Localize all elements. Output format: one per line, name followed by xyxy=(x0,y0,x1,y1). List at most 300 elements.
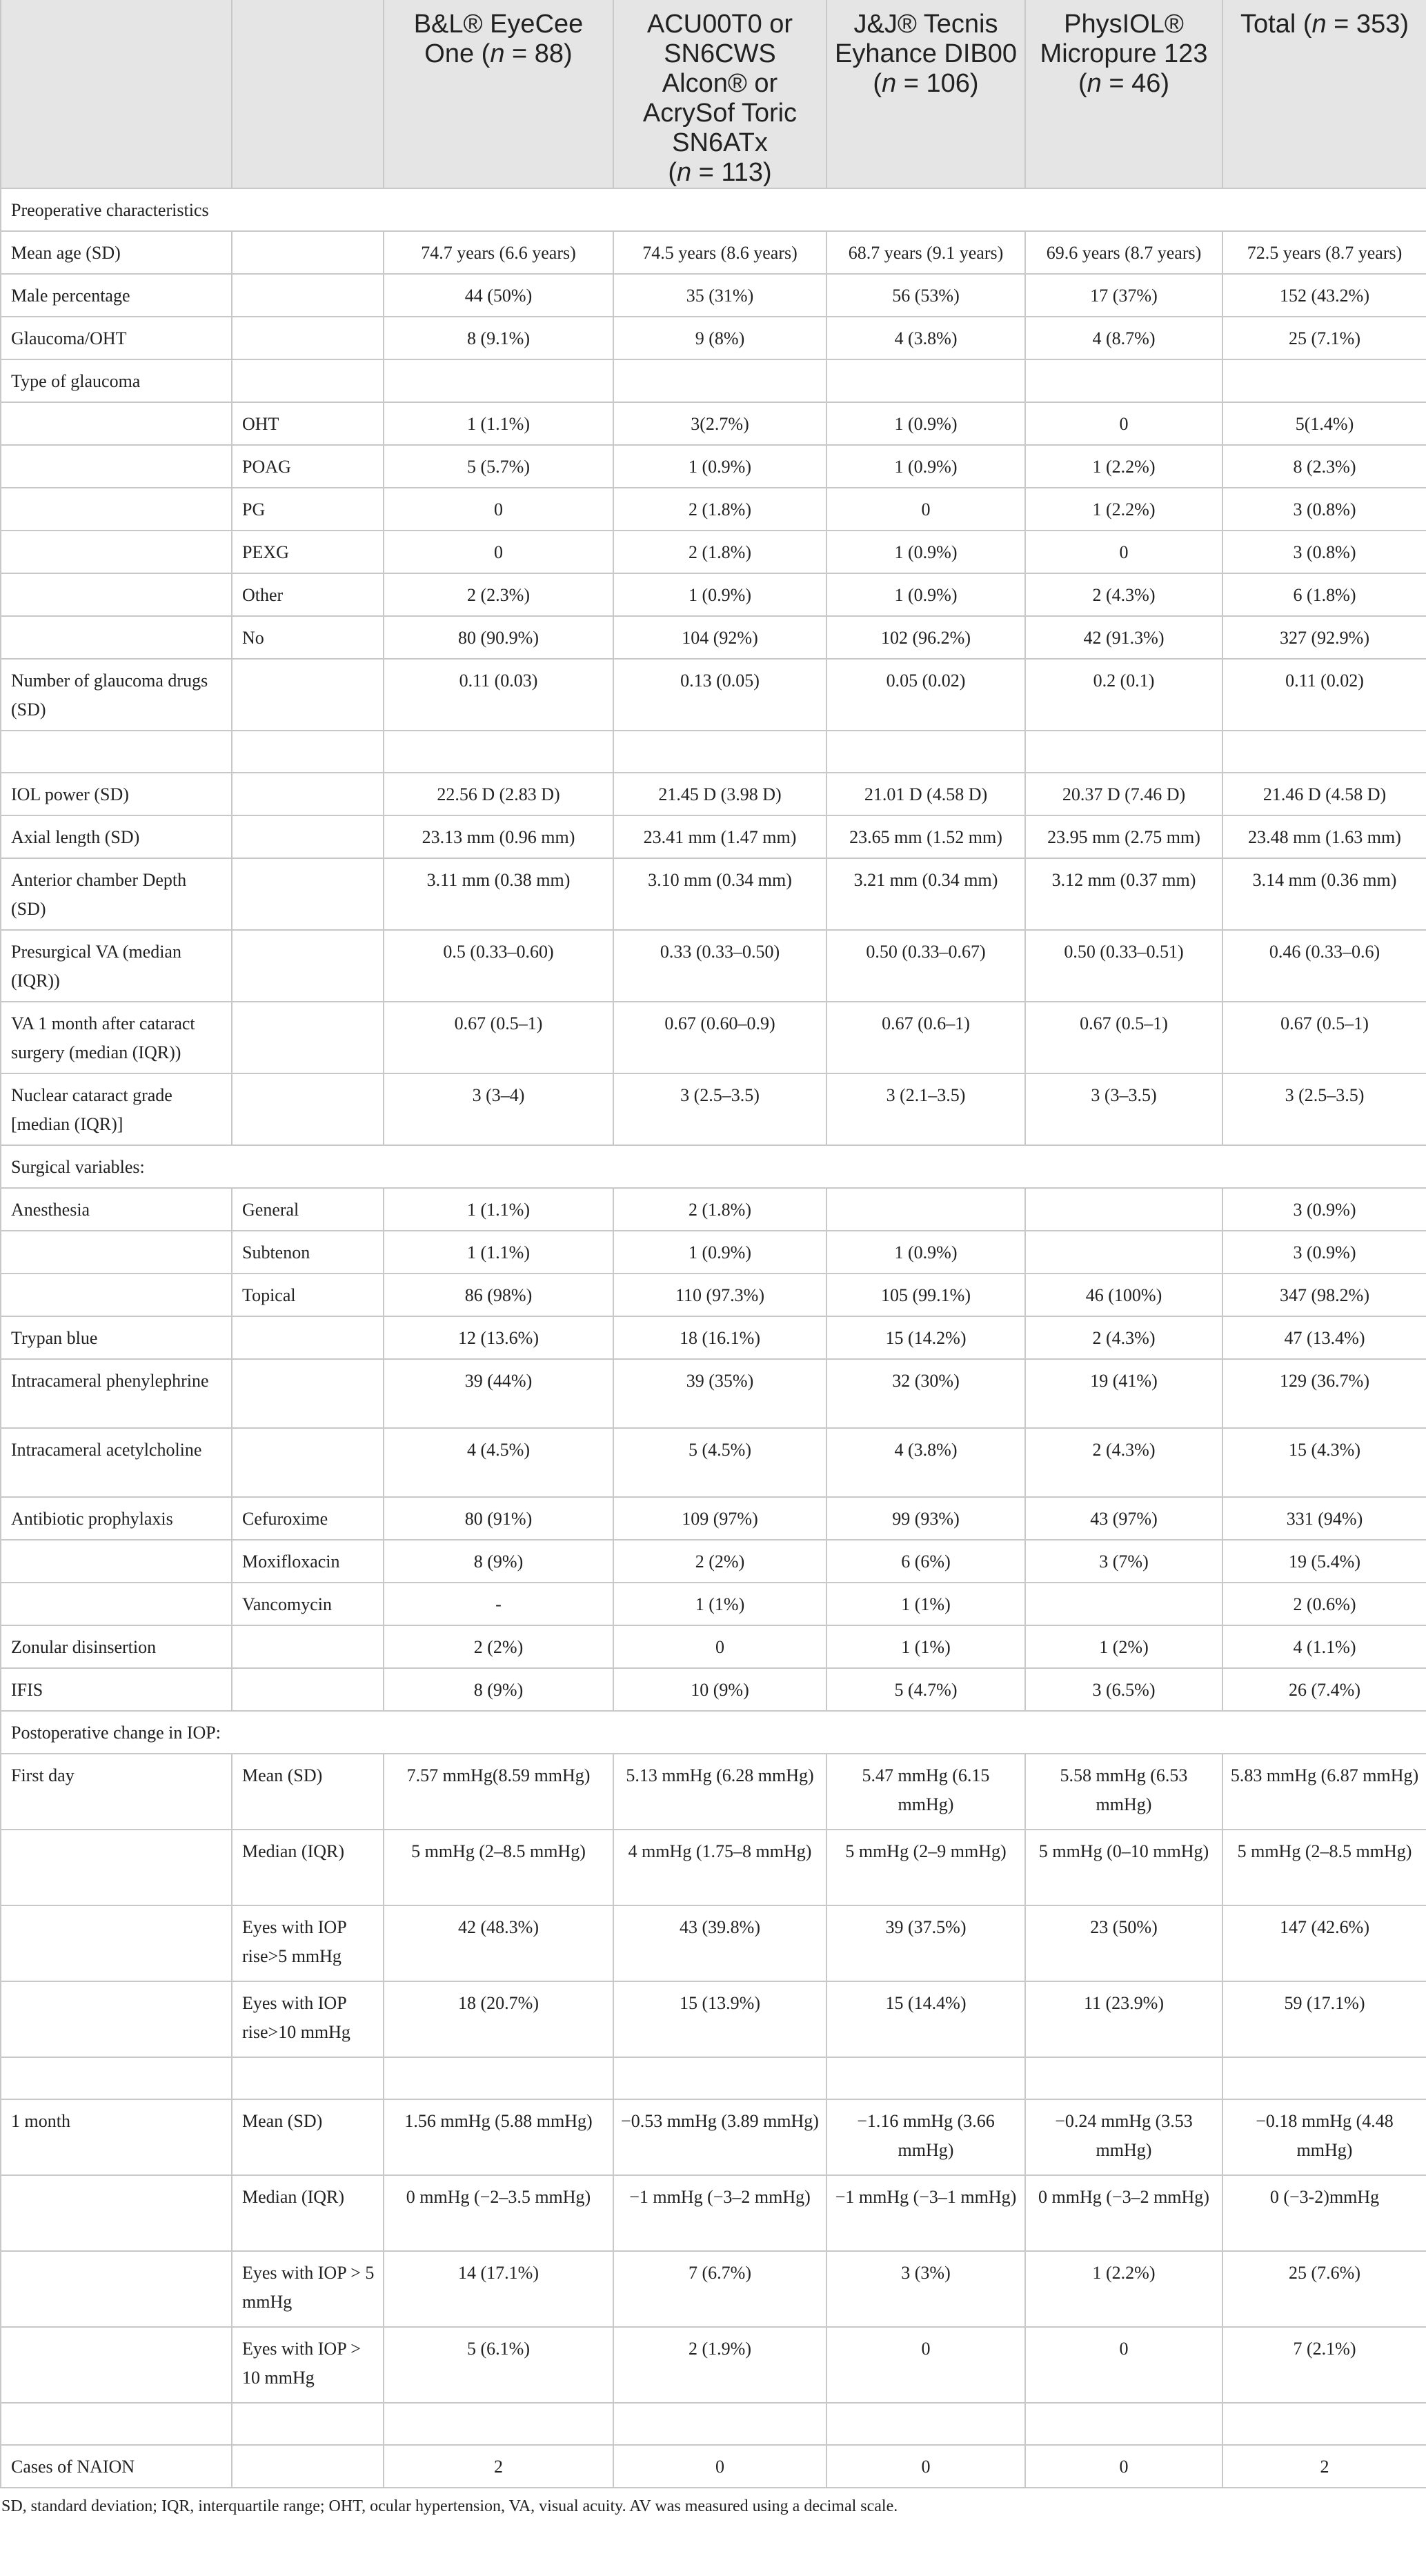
row-label xyxy=(1,616,232,659)
table-cell: 2 (4.3%) xyxy=(1025,1316,1222,1359)
table-cell: 5 mmHg (2–8.5 mmHg) xyxy=(1222,1830,1426,1905)
table-cell: 44 (50%) xyxy=(384,274,613,317)
table-cell: 56 (53%) xyxy=(826,274,1025,317)
table-row xyxy=(1,317,1426,359)
table-cell: 2 (2.3%) xyxy=(384,573,613,616)
table-cell: 110 (97.3%) xyxy=(613,1274,826,1316)
table-cell: 3 (2.1–3.5) xyxy=(826,1073,1025,1145)
row-label: Axial length (SD) xyxy=(1,815,232,858)
table-cell: 0.11 (0.02) xyxy=(1222,659,1426,731)
table-cell: 23.48 mm (1.63 mm) xyxy=(1222,815,1426,858)
row-sublabel: POAG xyxy=(232,445,384,488)
table-cell: 3 (0.9%) xyxy=(1222,1231,1426,1274)
table-cell: 42 (48.3%) xyxy=(384,1905,613,1981)
table-cell xyxy=(384,2403,613,2445)
table-cell: 5 (5.7%) xyxy=(384,445,613,488)
table-cell: 43 (39.8%) xyxy=(613,1905,826,1981)
header-corner-sub xyxy=(232,0,384,188)
table-cell: 43 (97%) xyxy=(1025,1497,1222,1540)
table-row xyxy=(1,231,1426,274)
row-sublabel xyxy=(232,317,384,359)
table-cell: 3 (7%) xyxy=(1025,1540,1222,1583)
table-cell: 0.67 (0.5–1) xyxy=(1222,1002,1426,1073)
table-row xyxy=(1,930,1426,1002)
table-cell: 1 (1.1%) xyxy=(384,402,613,445)
table-cell: 15 (4.3%) xyxy=(1222,1428,1426,1497)
table-cell: 0.67 (0.5–1) xyxy=(384,1002,613,1073)
table-cell: 14 (17.1%) xyxy=(384,2251,613,2327)
table-cell: 9 (8%) xyxy=(613,317,826,359)
table-row xyxy=(1,1274,1426,1316)
header-total: Total (n = 353) xyxy=(1222,0,1426,188)
table-row xyxy=(1,188,1426,231)
table-row xyxy=(1,1188,1426,1231)
table-cell: 25 (7.6%) xyxy=(1222,2251,1426,2327)
table-cell xyxy=(613,731,826,773)
row-label: Intracameral phenylephrine xyxy=(1,1359,232,1428)
table-cell xyxy=(1222,359,1426,402)
table-cell: 7 (6.7%) xyxy=(613,2251,826,2327)
row-sublabel: PEXG xyxy=(232,531,384,573)
row-label: Intracameral acetylcholine xyxy=(1,1428,232,1497)
table-cell: 327 (92.9%) xyxy=(1222,616,1426,659)
table-cell xyxy=(1222,731,1426,773)
table-cell xyxy=(613,2403,826,2445)
table-cell: 18 (20.7%) xyxy=(384,1981,613,2057)
table-cell: 3 (0.8%) xyxy=(1222,488,1426,531)
table-row xyxy=(1,616,1426,659)
table-cell: 1 (2.2%) xyxy=(1025,445,1222,488)
row-label xyxy=(1,1274,232,1316)
table-row xyxy=(1,1830,1426,1905)
table-cell: 0 xyxy=(613,2445,826,2488)
table-cell: 1 (1.1%) xyxy=(384,1188,613,1231)
table-cell xyxy=(384,359,613,402)
table-cell: 59 (17.1%) xyxy=(1222,1981,1426,2057)
table-cell: −1 mmHg (−3–1 mmHg) xyxy=(826,2175,1025,2251)
table-cell: 12 (13.6%) xyxy=(384,1316,613,1359)
table-cell: 4 (3.8%) xyxy=(826,1428,1025,1497)
table-cell xyxy=(826,2057,1025,2099)
header-jj-tecnis: J&J® Tecnis Eyhance DIB00 (n = 106) xyxy=(826,0,1025,188)
row-sublabel xyxy=(232,731,384,773)
table-cell: 0 xyxy=(1025,531,1222,573)
table-cell: 1 (0.9%) xyxy=(826,445,1025,488)
table-row xyxy=(1,1711,1426,1754)
row-sublabel: Subtenon xyxy=(232,1231,384,1274)
table-cell: 1 (1%) xyxy=(826,1625,1025,1668)
table-cell: 102 (96.2%) xyxy=(826,616,1025,659)
row-sublabel xyxy=(232,359,384,402)
table-cell: 86 (98%) xyxy=(384,1274,613,1316)
table-cell xyxy=(1025,1188,1222,1231)
table-row xyxy=(1,2175,1426,2251)
table-row xyxy=(1,1905,1426,1981)
table-cell: 1 (0.9%) xyxy=(826,531,1025,573)
table-cell: 0.67 (0.6–1) xyxy=(826,1002,1025,1073)
table-cell xyxy=(1222,2057,1426,2099)
table-cell: 0.5 (0.33–0.60) xyxy=(384,930,613,1002)
row-label: Anterior chamber Depth (SD) xyxy=(1,858,232,930)
row-sublabel: Median (IQR) xyxy=(232,2175,384,2251)
row-label xyxy=(1,1231,232,1274)
table-cell: 69.6 years (8.7 years) xyxy=(1025,231,1222,274)
table-body xyxy=(1,188,1426,2488)
row-label xyxy=(1,445,232,488)
table-cell: −1 mmHg (−3–2 mmHg) xyxy=(613,2175,826,2251)
table-row xyxy=(1,1002,1426,1073)
table-cell: 331 (94%) xyxy=(1222,1497,1426,1540)
table-cell: 7.57 mmHg(8.59 mmHg) xyxy=(384,1754,613,1830)
table-cell: 23.95 mm (2.75 mm) xyxy=(1025,815,1222,858)
table-cell: 5 (4.7%) xyxy=(826,1668,1025,1711)
row-label: Presurgical VA (median (IQR)) xyxy=(1,930,232,1002)
row-label xyxy=(1,2175,232,2251)
table-cell: 1 (0.9%) xyxy=(613,573,826,616)
table-row xyxy=(1,2099,1426,2175)
table-row xyxy=(1,1981,1426,2057)
table-cell: 23.41 mm (1.47 mm) xyxy=(613,815,826,858)
table-cell: 0 xyxy=(826,488,1025,531)
table-cell: 0.50 (0.33–0.67) xyxy=(826,930,1025,1002)
row-sublabel xyxy=(232,274,384,317)
table-cell: 8 (9%) xyxy=(384,1668,613,1711)
row-label: IOL power (SD) xyxy=(1,773,232,815)
table-row xyxy=(1,1583,1426,1625)
header-corner xyxy=(1,0,232,188)
row-sublabel: Median (IQR) xyxy=(232,1830,384,1905)
row-label xyxy=(1,531,232,573)
header-row xyxy=(1,0,1426,188)
table-row xyxy=(1,1540,1426,1583)
row-sublabel: Eyes with IOP > 5 mmHg xyxy=(232,2251,384,2327)
row-label: Cases of NAION xyxy=(1,2445,232,2488)
row-sublabel xyxy=(232,1002,384,1073)
row-label: VA 1 month after cataract surgery (median (IQR)) xyxy=(1,1002,232,1073)
table-cell xyxy=(613,359,826,402)
table-row xyxy=(1,1754,1426,1830)
table-cell: 0 mmHg (−3–2 mmHg) xyxy=(1025,2175,1222,2251)
table-cell: 74.7 years (6.6 years) xyxy=(384,231,613,274)
table-cell: 3.10 mm (0.34 mm) xyxy=(613,858,826,930)
table-cell: 2 (4.3%) xyxy=(1025,573,1222,616)
table-cell: 0 xyxy=(1025,2445,1222,2488)
table-row xyxy=(1,1625,1426,1668)
row-sublabel: Other xyxy=(232,573,384,616)
table-cell xyxy=(826,2403,1025,2445)
table-cell: 105 (99.1%) xyxy=(826,1274,1025,1316)
table-cell: 2 (1.9%) xyxy=(613,2327,826,2403)
table-cell: 5 (4.5%) xyxy=(613,1428,826,1497)
table-cell: 0.05 (0.02) xyxy=(826,659,1025,731)
row-sublabel xyxy=(232,858,384,930)
row-label: IFIS xyxy=(1,1668,232,1711)
row-sublabel: Eyes with IOP rise>10 mmHg xyxy=(232,1981,384,2057)
table-cell: 2 xyxy=(384,2445,613,2488)
table-cell: 21.01 D (4.58 D) xyxy=(826,773,1025,815)
table-row xyxy=(1,1497,1426,1540)
table-row xyxy=(1,2445,1426,2488)
table-cell: 0 xyxy=(613,1625,826,1668)
table-cell: 3 (3–4) xyxy=(384,1073,613,1145)
table-cell: 1 (1%) xyxy=(826,1583,1025,1625)
table-cell: 3 (0.9%) xyxy=(1222,1188,1426,1231)
table-cell xyxy=(1025,2403,1222,2445)
table-cell: 1 (2%) xyxy=(1025,1625,1222,1668)
table-cell: 39 (44%) xyxy=(384,1359,613,1428)
table-cell: 15 (14.2%) xyxy=(826,1316,1025,1359)
table-cell: 3.12 mm (0.37 mm) xyxy=(1025,858,1222,930)
table-footnote: SD, standard deviation; IQR, interquartile range; OHT, ocular hypertension, VA, visual acuity. AV was measured using a decimal scale. xyxy=(1,2497,898,2515)
table-cell: 17 (37%) xyxy=(1025,274,1222,317)
table-cell: 5.13 mmHg (6.28 mmHg) xyxy=(613,1754,826,1830)
table-cell: 1 (1%) xyxy=(613,1583,826,1625)
table-cell: 8 (9%) xyxy=(384,1540,613,1583)
row-sublabel xyxy=(232,659,384,731)
table-cell: 21.45 D (3.98 D) xyxy=(613,773,826,815)
table-cell: 39 (37.5%) xyxy=(826,1905,1025,1981)
table-cell: 19 (5.4%) xyxy=(1222,1540,1426,1583)
row-sublabel xyxy=(232,1668,384,1711)
section-heading: Postoperative change in IOP: xyxy=(1,1711,1426,1754)
row-label xyxy=(1,2327,232,2403)
table-cell xyxy=(1222,2403,1426,2445)
table-cell: 2 (2%) xyxy=(613,1540,826,1583)
row-sublabel: Topical xyxy=(232,1274,384,1316)
table-cell: 109 (97%) xyxy=(613,1497,826,1540)
row-sublabel xyxy=(232,815,384,858)
table-cell: 3 (3%) xyxy=(826,2251,1025,2327)
table-row xyxy=(1,1073,1426,1145)
table-row xyxy=(1,1428,1426,1497)
row-sublabel xyxy=(232,930,384,1002)
table-cell: 3 (3–3.5) xyxy=(1025,1073,1222,1145)
table-cell: 11 (23.9%) xyxy=(1025,1981,1222,2057)
row-sublabel xyxy=(232,2403,384,2445)
table-cell: 4 (4.5%) xyxy=(384,1428,613,1497)
row-label: Number of glaucoma drugs (SD) xyxy=(1,659,232,731)
table-cell: 1.56 mmHg (5.88 mmHg) xyxy=(384,2099,613,2175)
row-sublabel: No xyxy=(232,616,384,659)
table-row xyxy=(1,531,1426,573)
table-cell: 2 (2%) xyxy=(384,1625,613,1668)
table-row xyxy=(1,773,1426,815)
table-row xyxy=(1,815,1426,858)
table-cell: 3 (0.8%) xyxy=(1222,531,1426,573)
row-label xyxy=(1,1540,232,1583)
table-row xyxy=(1,731,1426,773)
table-cell: 15 (13.9%) xyxy=(613,1981,826,2057)
row-sublabel: Moxifloxacin xyxy=(232,1540,384,1583)
row-sublabel: Mean (SD) xyxy=(232,1754,384,1830)
table-cell: 3 (2.5–3.5) xyxy=(1222,1073,1426,1145)
row-label xyxy=(1,1830,232,1905)
table-cell: 4 (1.1%) xyxy=(1222,1625,1426,1668)
table-cell xyxy=(613,2057,826,2099)
row-label: Trypan blue xyxy=(1,1316,232,1359)
table-cell: 35 (31%) xyxy=(613,274,826,317)
table-cell: 0.46 (0.33–0.6) xyxy=(1222,930,1426,1002)
table-row xyxy=(1,2251,1426,2327)
table-row xyxy=(1,488,1426,531)
table-cell: - xyxy=(384,1583,613,1625)
table-cell: 3.11 mm (0.38 mm) xyxy=(384,858,613,930)
row-label: Zonular disinsertion xyxy=(1,1625,232,1668)
table-cell: 46 (100%) xyxy=(1025,1274,1222,1316)
table-cell: 2 (0.6%) xyxy=(1222,1583,1426,1625)
table-cell: −0.24 mmHg (3.53 mmHg) xyxy=(1025,2099,1222,2175)
table-cell: 0 mmHg (−2–3.5 mmHg) xyxy=(384,2175,613,2251)
table-cell: 5 mmHg (0–10 mmHg) xyxy=(1025,1830,1222,1905)
table-row xyxy=(1,2327,1426,2403)
row-sublabel xyxy=(232,1316,384,1359)
row-label: Type of glaucoma xyxy=(1,359,232,402)
table-cell: 104 (92%) xyxy=(613,616,826,659)
row-sublabel xyxy=(232,1625,384,1668)
row-label xyxy=(1,1583,232,1625)
table-cell: 4 (3.8%) xyxy=(826,317,1025,359)
table-row xyxy=(1,402,1426,445)
table-cell: 1 (0.9%) xyxy=(826,573,1025,616)
table-cell: 23.65 mm (1.52 mm) xyxy=(826,815,1025,858)
table-cell: 0.33 (0.33–0.50) xyxy=(613,930,826,1002)
table-cell: −0.18 mmHg (4.48 mmHg) xyxy=(1222,2099,1426,2175)
row-sublabel xyxy=(232,1073,384,1145)
table-cell xyxy=(384,731,613,773)
row-label xyxy=(1,1905,232,1981)
table-cell: 3 (6.5%) xyxy=(1025,1668,1222,1711)
table-cell: 23 (50%) xyxy=(1025,1905,1222,1981)
table-row xyxy=(1,274,1426,317)
table-cell: 39 (35%) xyxy=(613,1359,826,1428)
table-cell xyxy=(826,1188,1025,1231)
table-cell: 1 (0.9%) xyxy=(613,1231,826,1274)
table-cell: −1.16 mmHg (3.66 mmHg) xyxy=(826,2099,1025,2175)
row-sublabel xyxy=(232,2057,384,2099)
table-cell: 0 (−3-2)mmHg xyxy=(1222,2175,1426,2251)
table-cell xyxy=(826,359,1025,402)
table-cell: 3.14 mm (0.36 mm) xyxy=(1222,858,1426,930)
row-sublabel: PG xyxy=(232,488,384,531)
table-cell: 10 (9%) xyxy=(613,1668,826,1711)
table-cell: 5 mmHg (2–8.5 mmHg) xyxy=(384,1830,613,1905)
table-cell: 0.50 (0.33–0.51) xyxy=(1025,930,1222,1002)
table-row xyxy=(1,573,1426,616)
table-cell: 1 (1.1%) xyxy=(384,1231,613,1274)
table-cell: 80 (91%) xyxy=(384,1497,613,1540)
table-cell: 129 (36.7%) xyxy=(1222,1359,1426,1428)
table-cell: 2 xyxy=(1222,2445,1426,2488)
row-label: Mean age (SD) xyxy=(1,231,232,274)
table-cell: 3 (2.5–3.5) xyxy=(613,1073,826,1145)
table-row xyxy=(1,359,1426,402)
row-label: Anesthesia xyxy=(1,1188,232,1231)
table-row xyxy=(1,445,1426,488)
section-heading: Preoperative characteristics xyxy=(1,188,1426,231)
table-cell: 6 (6%) xyxy=(826,1540,1025,1583)
table-cell: 0 xyxy=(384,488,613,531)
row-label: First day xyxy=(1,1754,232,1830)
row-sublabel: OHT xyxy=(232,402,384,445)
table-cell: 23.13 mm (0.96 mm) xyxy=(384,815,613,858)
table-cell: 0.11 (0.03) xyxy=(384,659,613,731)
table-cell: 2 (1.8%) xyxy=(613,488,826,531)
table-cell xyxy=(384,2057,613,2099)
table-cell: 32 (30%) xyxy=(826,1359,1025,1428)
row-label: Antibiotic prophylaxis xyxy=(1,1497,232,1540)
table-cell: 0 xyxy=(1025,2327,1222,2403)
table-cell: 25 (7.1%) xyxy=(1222,317,1426,359)
table-cell: 3.21 mm (0.34 mm) xyxy=(826,858,1025,930)
table-cell: 21.46 D (4.58 D) xyxy=(1222,773,1426,815)
table-cell: 2 (4.3%) xyxy=(1025,1428,1222,1497)
table-cell xyxy=(1025,359,1222,402)
table-cell: 1 (0.9%) xyxy=(826,1231,1025,1274)
table-cell: 0.67 (0.5–1) xyxy=(1025,1002,1222,1073)
table-cell: 74.5 years (8.6 years) xyxy=(613,231,826,274)
table-cell: 8 (2.3%) xyxy=(1222,445,1426,488)
table-cell: 72.5 years (8.7 years) xyxy=(1222,231,1426,274)
table-cell: 0 xyxy=(826,2445,1025,2488)
table-cell xyxy=(826,731,1025,773)
table-cell: 15 (14.4%) xyxy=(826,1981,1025,2057)
row-sublabel: General xyxy=(232,1188,384,1231)
table-cell: 5 mmHg (2–9 mmHg) xyxy=(826,1830,1025,1905)
row-sublabel: Eyes with IOP rise>5 mmHg xyxy=(232,1905,384,1981)
table-cell: 4 (8.7%) xyxy=(1025,317,1222,359)
row-label xyxy=(1,1981,232,2057)
table-cell: 5.58 mmHg (6.53 mmHg) xyxy=(1025,1754,1222,1830)
table-row xyxy=(1,1316,1426,1359)
table-cell xyxy=(1025,1583,1222,1625)
table-row xyxy=(1,659,1426,731)
row-label: Nuclear cataract grade [median (IQR)] xyxy=(1,1073,232,1145)
table-cell: 0 xyxy=(826,2327,1025,2403)
table-row xyxy=(1,2403,1426,2445)
table-cell: 1 (0.9%) xyxy=(826,402,1025,445)
row-sublabel: Vancomycin xyxy=(232,1583,384,1625)
row-label xyxy=(1,488,232,531)
table-cell: 8 (9.1%) xyxy=(384,317,613,359)
table-cell: −0.53 mmHg (3.89 mmHg) xyxy=(613,2099,826,2175)
table-row xyxy=(1,1231,1426,1274)
section-heading: Surgical variables: xyxy=(1,1145,1426,1188)
table-cell: 80 (90.9%) xyxy=(384,616,613,659)
table-cell: 5.83 mmHg (6.87 mmHg) xyxy=(1222,1754,1426,1830)
table-cell: 0 xyxy=(1025,402,1222,445)
table-cell: 2 (1.8%) xyxy=(613,1188,826,1231)
table-cell: 1 (2.2%) xyxy=(1025,2251,1222,2327)
row-label xyxy=(1,2251,232,2327)
table-cell: 7 (2.1%) xyxy=(1222,2327,1426,2403)
header-bl-eyecee: B&L® EyeCee One (n = 88) xyxy=(384,0,613,188)
table-cell: 347 (98.2%) xyxy=(1222,1274,1426,1316)
table-cell xyxy=(1025,1231,1222,1274)
header-alcon: ACU00T0 or SN6CWS Alcon® or AcrySof Toric SN6ATx (n = 113) xyxy=(613,0,826,188)
row-sublabel: Cefuroxime xyxy=(232,1497,384,1540)
table-cell: 1 (2.2%) xyxy=(1025,488,1222,531)
table-cell: 26 (7.4%) xyxy=(1222,1668,1426,1711)
row-sublabel xyxy=(232,1428,384,1497)
row-label: 1 month xyxy=(1,2099,232,2175)
table-cell: 20.37 D (7.46 D) xyxy=(1025,773,1222,815)
table-cell: 0.2 (0.1) xyxy=(1025,659,1222,731)
table-cell: 147 (42.6%) xyxy=(1222,1905,1426,1981)
table-cell: 0 xyxy=(384,531,613,573)
row-label xyxy=(1,573,232,616)
table-cell: 22.56 D (2.83 D) xyxy=(384,773,613,815)
row-label xyxy=(1,2057,232,2099)
